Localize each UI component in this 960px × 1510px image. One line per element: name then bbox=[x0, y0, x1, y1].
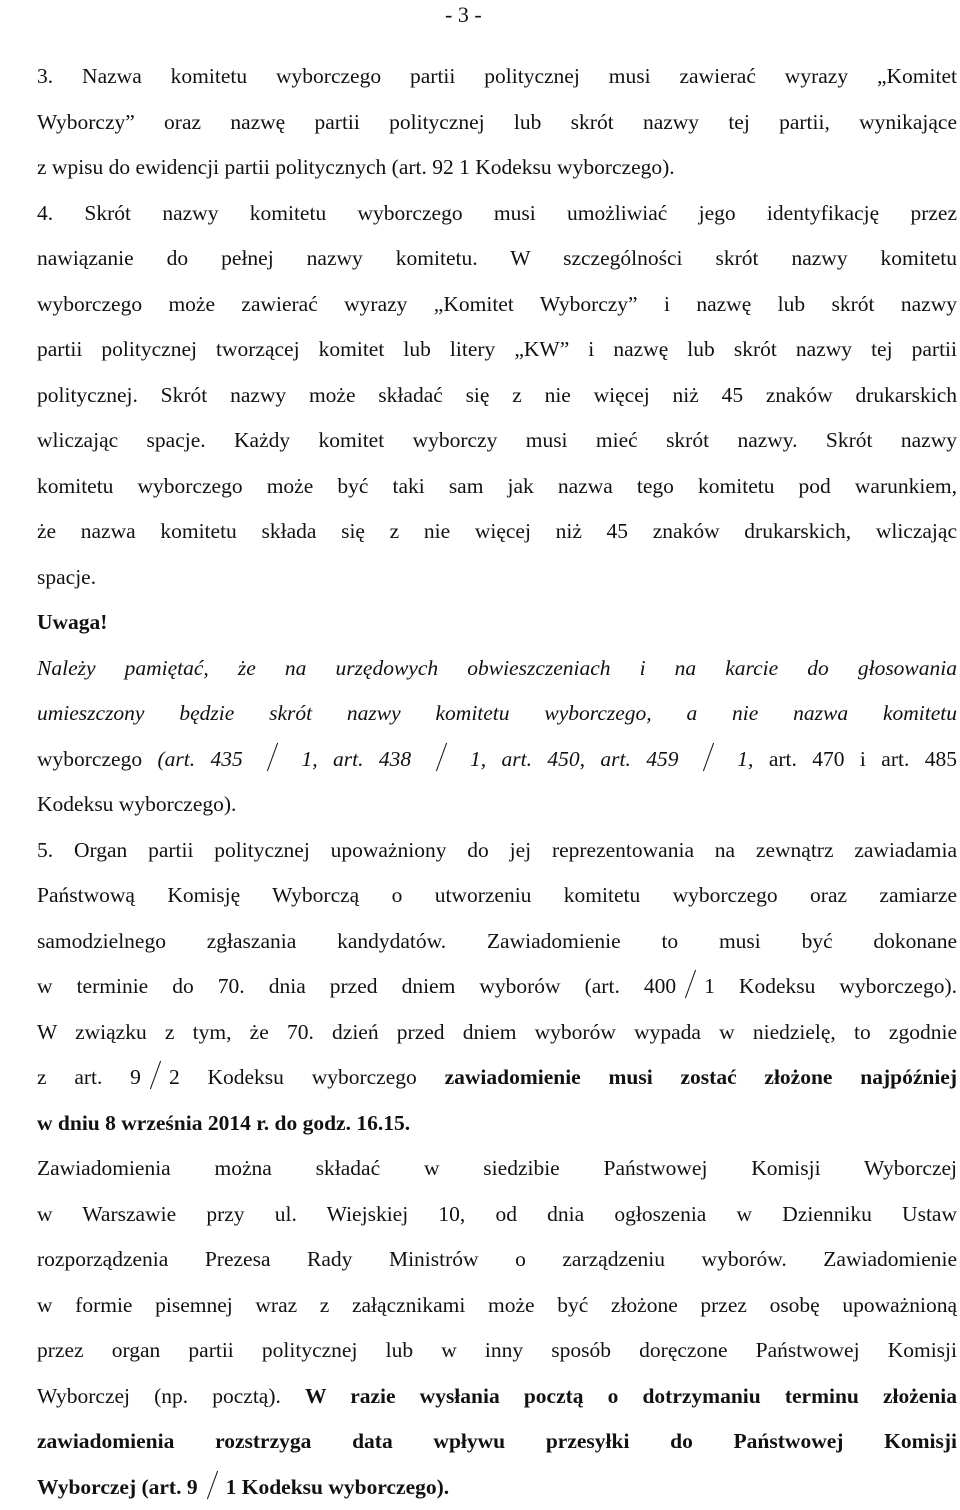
text-line: z wpisu do ewidencji partii politycznych (art. 92 1 Kodeksu wyborczego). bbox=[37, 145, 957, 191]
text-line: spacje. bbox=[37, 555, 957, 601]
text-line: politycznej. Skrót nazwy może składać się z nie więcej niż 45 znaków drukarskich bbox=[37, 373, 957, 419]
text-line: 5. Organ partii politycznej upoważniony do jej reprezentowania na zewnątrz zawiadamia bbox=[37, 828, 957, 874]
section-sign-icon bbox=[701, 748, 715, 768]
line-fragment-bold: Wyborczej (art. 9 bbox=[37, 1475, 198, 1499]
text-line: zawiadomienia rozstrzyga data wpływu przesyłki do Państwowej Komisji bbox=[37, 1419, 957, 1465]
note-line: umieszczony będzie skrót nazwy komitetu wyborczego, a nie nazwa komitetu bbox=[37, 691, 957, 737]
text-line: 3. Nazwa komitetu wyborczego partii politycznej musi zawierać wyrazy „Komitet bbox=[37, 54, 957, 100]
text-line: Państwową Komisję Wyborczą o utworzeniu komitetu wyborczego oraz zamiarze bbox=[37, 873, 957, 919]
paragraph-4 bbox=[37, 191, 957, 601]
paragraph-5 bbox=[37, 828, 957, 1147]
note-line: Kodeksu wyborczego). bbox=[37, 782, 957, 828]
note-fragment: wyborczego bbox=[37, 747, 157, 771]
note-fragment: 1, bbox=[722, 747, 769, 771]
note-fragment: art. 470 i art. 485 bbox=[769, 747, 957, 771]
text-line: że nazwa komitetu składa się z nie więcej niż 45 znaków drukarskich, wliczając bbox=[37, 509, 957, 555]
page-number: - 3 - bbox=[445, 2, 482, 28]
section-sign-icon bbox=[205, 1476, 219, 1496]
text-line: wyborczego może zawierać wyrazy „Komitet Wyborczy” i nazwę lub skrót nazwy bbox=[37, 282, 957, 328]
line-fragment: Wyborczej (np. pocztą). bbox=[37, 1384, 305, 1408]
text-line: przez organ partii politycznej lub w inny sposób doręczone Państwowej Komisji bbox=[37, 1328, 957, 1374]
line-fragment-bold: W razie wysłania pocztą o dotrzymaniu terminu złożenia bbox=[305, 1384, 957, 1408]
line-fragment: 2 Kodeksu wyborczego bbox=[169, 1065, 445, 1089]
text-line bbox=[37, 1465, 957, 1510]
section-sign-icon bbox=[265, 748, 279, 768]
line-fragment-bold: 1 Kodeksu wyborczego). bbox=[226, 1475, 450, 1499]
note-line: Należy pamiętać, że na urzędowych obwieszczeniach i na karcie do głosowania bbox=[37, 646, 957, 692]
paragraph-submission bbox=[37, 1146, 957, 1510]
text-line: rozporządzenia Prezesa Rady Ministrów o zarządzeniu wyborów. Zawiadomienie bbox=[37, 1237, 957, 1283]
note-fragment: 1, art. 450, art. 459 bbox=[455, 747, 694, 771]
note-fragment: 1, art. 438 bbox=[286, 747, 426, 771]
text-line: komitetu wyborczego może być taki sam jak nazwa tego komitetu pod warunkiem, bbox=[37, 464, 957, 510]
text-line: Wyborczy” oraz nazwę partii politycznej lub skrót nazwy tej partii, wynikające bbox=[37, 100, 957, 146]
text-line bbox=[37, 1374, 957, 1420]
text-line: partii politycznej tworzącej komitet lub litery „KW” i nazwę lub skrót nazwy tej partii bbox=[37, 327, 957, 373]
text-line: W związku z tym, że 70. dzień przed dniem wyborów wypada w niedzielę, to zgodnie bbox=[37, 1010, 957, 1056]
text-line bbox=[37, 1055, 957, 1101]
paragraph-3 bbox=[37, 54, 957, 191]
line-fragment: 1 Kodeksu wyborczego). bbox=[704, 974, 957, 998]
text-line: 4. Skrót nazwy komitetu wyborczego musi umożliwiać jego identyfikację przez bbox=[37, 191, 957, 237]
line-fragment: w terminie do 70. dnia przed dniem wyborów (art. 400 bbox=[37, 974, 676, 998]
text-line bbox=[37, 964, 957, 1010]
text-line: nawiązanie do pełnej nazwy komitetu. W szczególności skrót nazwy komitetu bbox=[37, 236, 957, 282]
section-sign-icon bbox=[148, 1066, 162, 1086]
note-heading: Uwaga! bbox=[37, 600, 957, 646]
text-line: w Warszawie przy ul. Wiejskiej 10, od dnia ogłoszenia w Dzienniku Ustaw bbox=[37, 1192, 957, 1238]
note-fragment: (art. 435 bbox=[157, 747, 258, 771]
section-sign-icon bbox=[683, 975, 697, 995]
line-fragment: z art. 9 bbox=[37, 1065, 141, 1089]
text-line: wliczając spacje. Każdy komitet wyborczy musi mieć skrót nazwy. Skrót nazwy bbox=[37, 418, 957, 464]
line-fragment-bold: zawiadomienie musi zostać złożone najpóźniej bbox=[445, 1065, 957, 1089]
text-line: w formie pisemnej wraz z załącznikami może być złożone przez osobę upoważnioną bbox=[37, 1283, 957, 1329]
text-line: samodzielnego zgłaszania kandydatów. Zawiadomienie to musi być dokonane bbox=[37, 919, 957, 965]
note-line bbox=[37, 737, 957, 783]
text-line: Zawiadomienia można składać w siedzibie Państwowej Komisji Wyborczej bbox=[37, 1146, 957, 1192]
note-block bbox=[37, 600, 957, 828]
document-body bbox=[37, 54, 957, 1510]
section-sign-icon bbox=[434, 748, 448, 768]
deadline-line: w dniu 8 września 2014 r. do godz. 16.15. bbox=[37, 1101, 957, 1147]
